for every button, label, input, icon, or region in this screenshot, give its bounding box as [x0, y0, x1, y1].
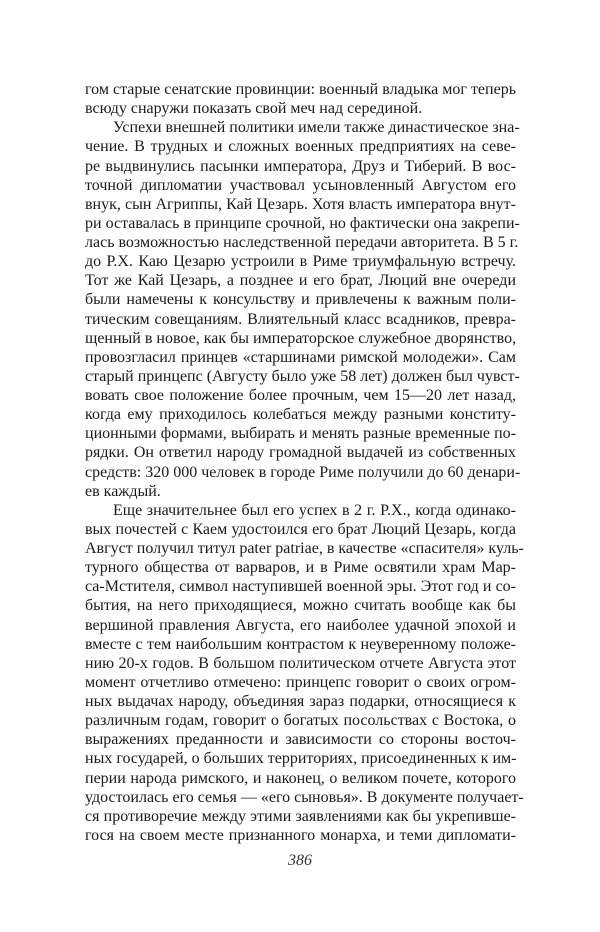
- text-line: гося на своем месте признанного монарха, и теми дипломати-: [85, 826, 516, 844]
- text-line: вместе с тем наибольшим контрастом к неуверенному положе-: [85, 635, 516, 653]
- text-line: удостоилась его семья — «его сыновья». В документе получает-: [85, 788, 524, 806]
- text-line: провозгласил принцев «старшинами римской молодежи». Сам: [85, 348, 516, 366]
- text-line: были намечены к консульству и привлечены к важным поли-: [85, 291, 516, 309]
- text-line: Август получил титул pater patriae, в качестве «спасителя» куль-: [85, 540, 524, 557]
- text-line: до Р.Х. Каю Цезарю устроили в Риме триумфальную встречу.: [85, 253, 516, 271]
- text-line: гом старые сенатские провинции: военный владыка мог теперь: [85, 81, 516, 98]
- text-line: бытия, на него приходящиеся, можно считать вообще как бы: [85, 597, 516, 615]
- text-line: турного общества от варваров, и в Риме освятили храм Мар-: [85, 559, 516, 577]
- text-line: рядки. Он ответил народу громадной выдачей из собственных: [85, 444, 516, 462]
- text-line: ных государей, о больших территориях, присоединенных к им-: [85, 750, 517, 768]
- text-line: тическим совещаниям. Влиятельный класс всадников, превра-: [85, 310, 516, 328]
- text-line: момент отчетливо отмечено: принцепс говорит о своих огром-: [85, 673, 516, 691]
- text-line: Тот же Кай Цезарь, а позднее и его брат, Люций вне очереди: [85, 272, 516, 290]
- text-line: ев каждый.: [85, 482, 161, 500]
- text-line: лась возможностью наследственной передачи авторитета. В 5 г.: [85, 234, 519, 251]
- text-line: ных выдачах народу, объединяя зараз подарки, относящиеся к: [85, 693, 516, 710]
- text-line: Еще значительнее был его успех в 2 г. Р.Х., когда одинако-: [113, 501, 516, 519]
- text-line: выражениях преданности и зависимости со стороны восточ-: [85, 731, 516, 749]
- text-line: различным годам, говорит о богатых посольствах с Востока, о: [85, 712, 516, 730]
- text-line: точной дипломатии участвовал усыновленный Августом его: [85, 176, 516, 194]
- page-number: 386: [288, 852, 312, 869]
- text-line: чение. В трудных и сложных военных предприятиях на севе-: [85, 138, 516, 156]
- text-line: са-Мстителя, символ наступившей военной эры. Этот год и со-: [85, 578, 516, 596]
- text-line: щенный в новое, как бы императорское служебное дворянство,: [85, 329, 517, 347]
- text-line: вых почестей с Каем удостоился его брат Люций Цезарь, когда: [85, 520, 516, 538]
- text-line: ционными формами, выбирать и менять разные временные по-: [85, 425, 516, 443]
- text-line: ри оставалась в принципе срочной, но фактически она закрепи-: [85, 214, 520, 232]
- text-line: внук, сын Агриппы, Кай Цезарь. Хотя власть императора внут-: [85, 195, 516, 213]
- text-line: вовать свое положение более прочным, чем 15—20 лет назад,: [85, 387, 516, 404]
- text-line: перии народа римского, и наконец, о великом почете, которого: [85, 769, 516, 787]
- text-line: старый принцепс (Августу было уже 58 лет) должен был чувст-: [85, 367, 520, 385]
- text-line: средств: 320 000 человек в городе Риме получили до 60 денари-: [85, 463, 521, 481]
- text-line: всюду снаружи показать свой меч над серединой.: [85, 100, 423, 118]
- page-body: [85, 80, 524, 845]
- text-line: нию 20-х годов. В большом политическом отчете Августа этот: [85, 654, 516, 672]
- text-line: ся противоречие между этими заявлениями как бы укрепивше-: [85, 807, 516, 825]
- text-line: ре выдвинулись пасынки императора, Друз и Тиберий. В вос-: [85, 157, 516, 175]
- text-line: Успехи внешней политики имели также династическое зна-: [113, 119, 520, 137]
- text-line: вершиной правления Августа, его наиболее удачной эпохой и: [85, 616, 516, 634]
- text-line: когда ему приходилось колебаться между разными конститу-: [85, 406, 516, 424]
